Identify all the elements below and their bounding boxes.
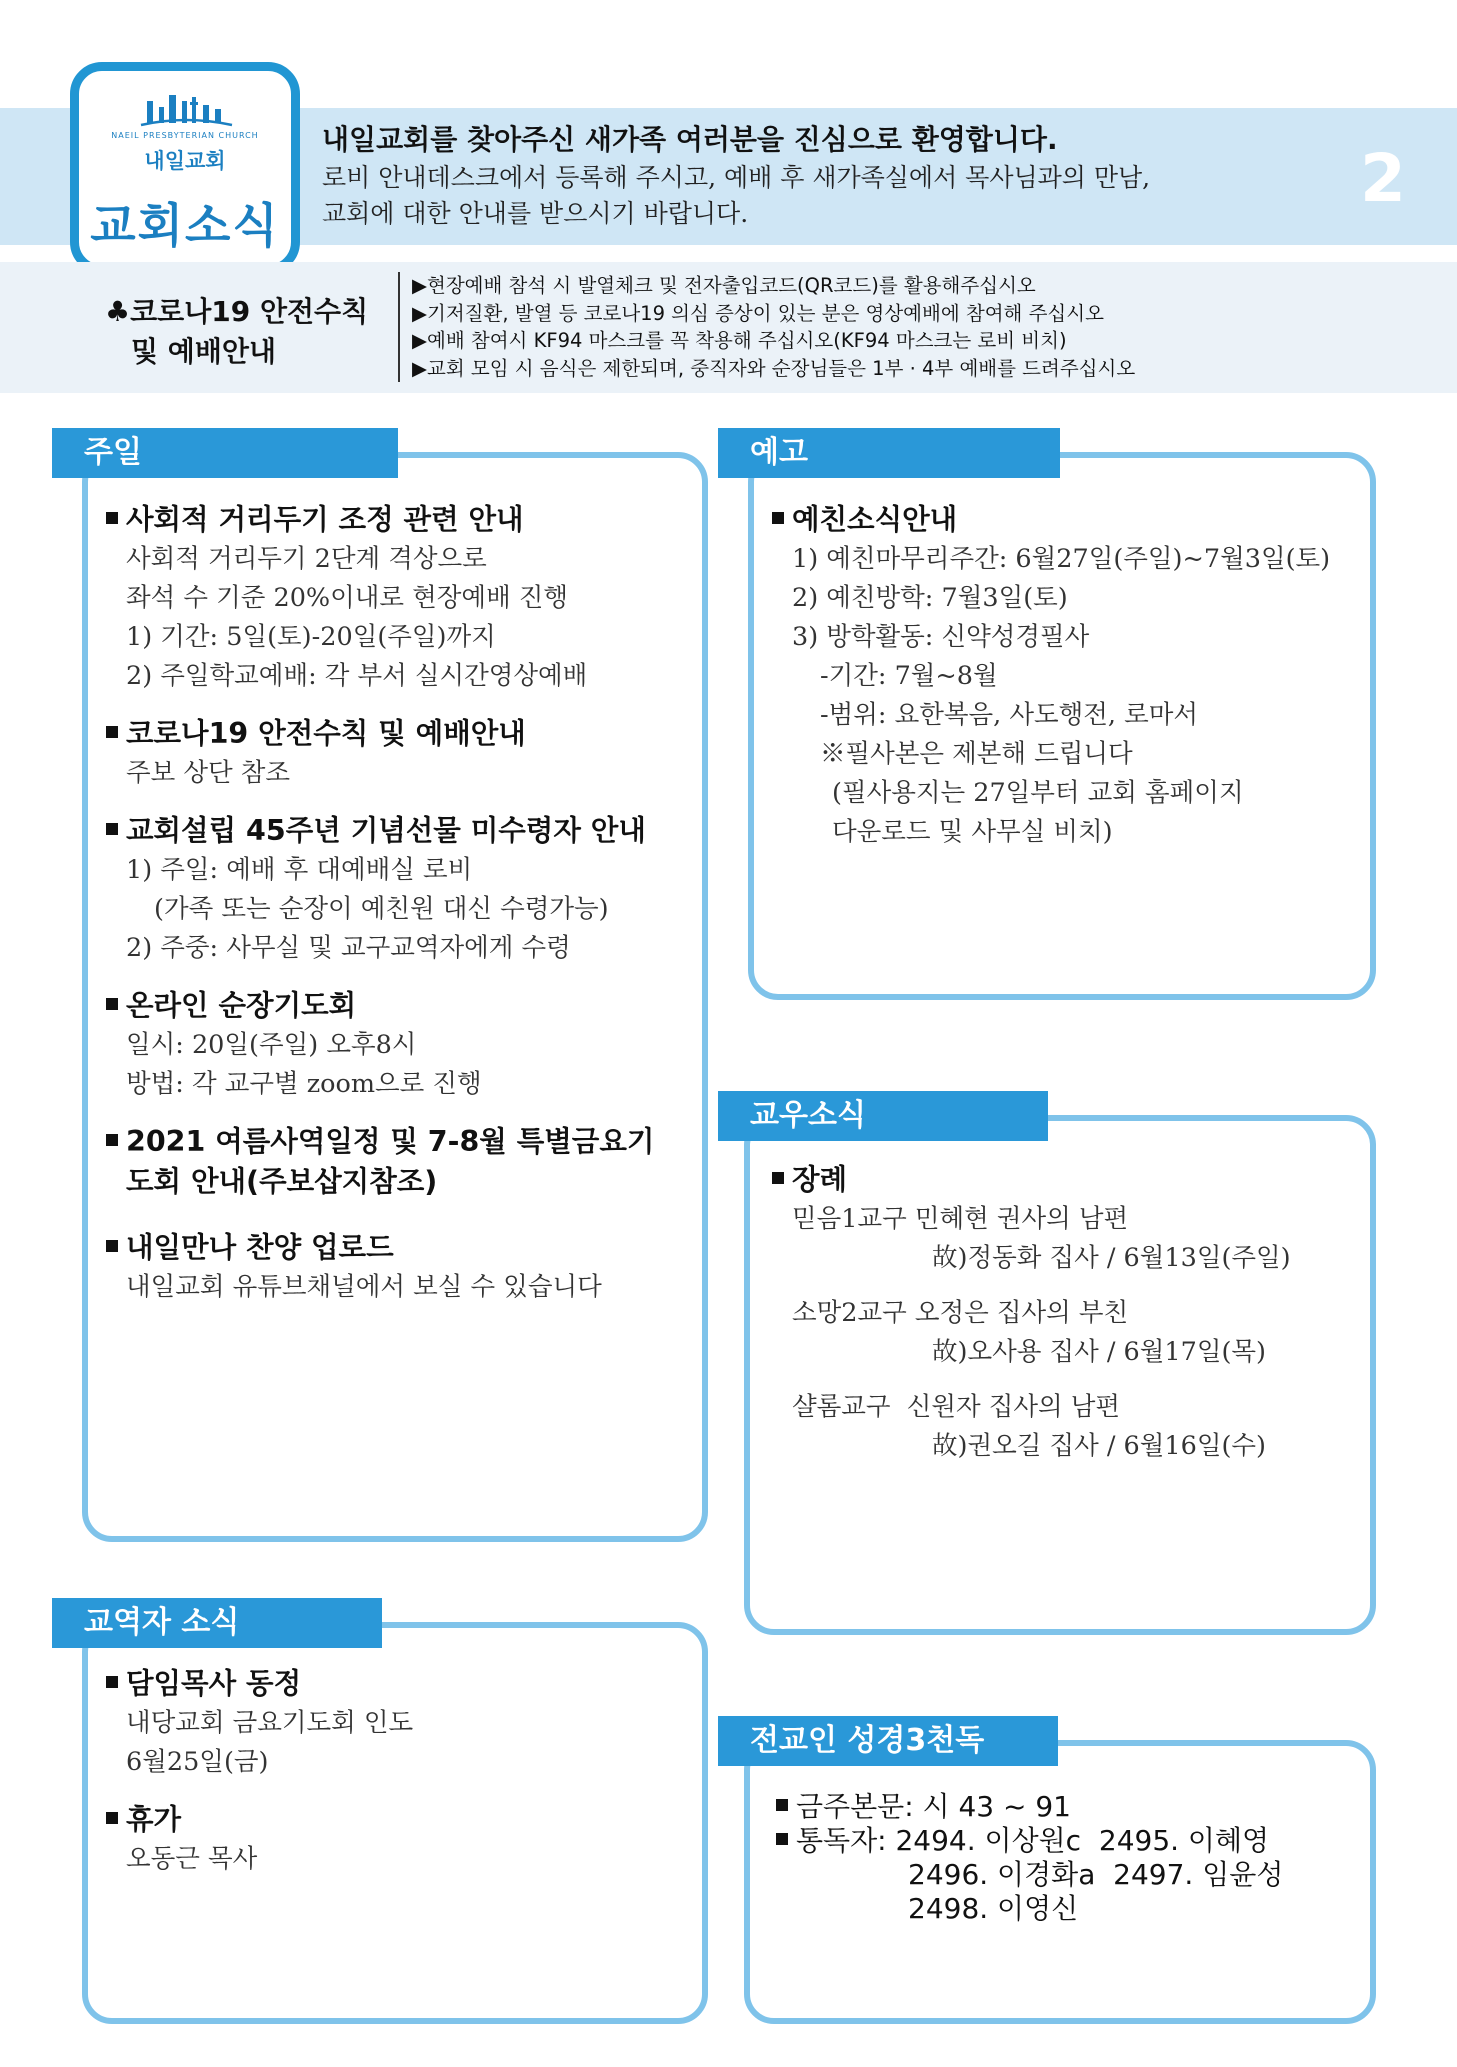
item-line: 주보 상단 참조	[126, 758, 291, 788]
covid-guideline-item: ▶교회 모임 시 음식은 제한되며, 중직자와 순장님들은 1부 · 4부 예배를 드려주십시오	[412, 356, 1136, 380]
pastors-content	[106, 1664, 706, 1897]
item-line: -기간: 7월~8월	[820, 661, 998, 691]
readers-line: 2496. 이경화a 2497. 임윤성	[908, 1858, 1284, 1891]
sunday-item	[106, 811, 706, 968]
covid-guideline-item: ▶예배 참여시 KF94 마스크를 꼭 착용해 주십시오(KF94 마스크는 로비 비치)	[412, 329, 1067, 352]
covid-title	[105, 292, 368, 372]
sunday-item	[106, 1228, 706, 1307]
logo-church-name: 내일교회	[144, 149, 226, 173]
sunday-item	[106, 986, 706, 1104]
bullet-icon	[776, 1833, 788, 1845]
item-line: 2) 예친방학: 7월3일(토)	[792, 583, 1068, 613]
item-line: 사회적 거리두기 2단계 격상으로	[126, 544, 487, 574]
funeral-entry	[772, 1388, 1372, 1466]
item-line: 2) 주일학교예배: 각 부서 실시간영상예배	[126, 661, 588, 691]
bullet-icon	[772, 512, 784, 524]
sunday-item	[106, 500, 706, 696]
item-heading: 온라인 순장기도회	[126, 989, 357, 1022]
item-heading: 예친소식안내	[792, 503, 958, 536]
bullet-icon	[776, 1799, 788, 1811]
bible-tab: 전교인 성경3천독	[718, 1716, 1058, 1766]
covid-guideline-list	[412, 272, 1135, 382]
funeral-line: 샬롬교구 신원자 집사의 남편	[792, 1392, 1121, 1422]
item-line: 1) 주일: 예배 후 대예배실 로비	[126, 855, 473, 885]
item-heading: 장례	[792, 1163, 848, 1196]
item-line: (필사용지는 27일부터 교회 홈페이지	[832, 778, 1244, 808]
welcome-line-1: 로비 안내데스크에서 등록해 주시고, 예배 후 새가족실에서 목사님과의 만남,	[322, 163, 1151, 192]
item-heading: 휴가	[126, 1803, 182, 1836]
item-heading: 2021 여름사역일정 및 7-8월 특별금요기	[126, 1125, 655, 1158]
bullet-icon	[106, 1676, 118, 1688]
bible-content	[776, 1790, 1376, 1926]
pastor-item	[106, 1800, 706, 1879]
sunday-tab: 주일	[52, 428, 398, 478]
item-heading-cont: 도회 안내(주보삽지참조)	[126, 1165, 438, 1198]
item-line: 2) 주중: 사무실 및 교구교역자에게 수령	[126, 933, 571, 963]
item-line: 6월25일(금)	[126, 1747, 269, 1777]
item-line: -범위: 요한복음, 사도행전, 로마서	[820, 700, 1198, 730]
funeral-line: 故)권오길 집사 / 6월16일(수)	[932, 1431, 1266, 1461]
item-heading: 교회설립 45주년 기념선물 미수령자 안내	[126, 814, 646, 847]
covid-guideline-item: ▶현장예배 참석 시 발열체크 및 전자출입코드(QR코드)를 활용해주십시오	[412, 274, 1036, 297]
church-logo-box	[70, 62, 300, 274]
bullet-icon	[106, 998, 118, 1010]
item-line: 다운로드 및 사무실 비치)	[832, 817, 1113, 847]
item-heading: 코로나19 안전수칙 및 예배안내	[126, 717, 526, 750]
notice-tab: 예고	[718, 428, 1060, 478]
bullet-icon	[106, 1812, 118, 1824]
item-line: 일시: 20일(주일) 오후8시	[126, 1030, 417, 1060]
funeral-line: 故)오사용 집사 / 6월17일(목)	[932, 1337, 1266, 1367]
item-line: ※필사본은 제본해 드립니다	[820, 739, 1133, 769]
item-heading: 내일만나 찬양 업로드	[126, 1231, 394, 1264]
item-line: 내당교회 금요기도회 인도	[126, 1708, 414, 1738]
bullet-icon	[106, 1134, 118, 1146]
sunday-content	[106, 500, 706, 1325]
page-number: 2	[1360, 140, 1406, 217]
funeral-line: 소망2교구 오정은 집사의 부친	[792, 1298, 1129, 1328]
welcome-title: 내일교회를 찾아주신 새가족 여러분을 진심으로 환영합니다.	[322, 123, 1058, 156]
item-line: 오동근 목사	[126, 1844, 258, 1874]
item-line: (가족 또는 순장이 예친원 대신 수령가능)	[154, 894, 609, 924]
members-tab: 교우소식	[718, 1091, 1048, 1141]
covid-guideline-item: ▶기저질환, 발열 등 코로나19 의심 증상이 있는 분은 영상예배에 참여해 주십시오	[412, 301, 1104, 325]
notice-content	[772, 500, 1372, 852]
bullet-icon	[106, 726, 118, 738]
item-line: 내일교회 유튜브채널에서 보실 수 있습니다	[126, 1272, 602, 1302]
page-title: 교회소식	[90, 199, 280, 254]
bullet-icon	[106, 1240, 118, 1252]
welcome-line-2: 교회에 대한 안내를 받으시기 바랍니다.	[322, 199, 749, 228]
funeral-entry	[772, 1200, 1372, 1278]
covid-divider	[398, 272, 400, 382]
covid-title-line-2: 및 예배안내	[131, 335, 276, 368]
pastor-item	[106, 1664, 706, 1782]
welcome-message	[322, 120, 1322, 232]
sunday-item	[106, 714, 706, 793]
item-heading: 사회적 거리두기 조정 관련 안내	[126, 503, 524, 536]
item-line: 1) 기간: 5일(토)-20일(주일)까지	[126, 622, 496, 652]
item-line: 1) 예친마무리주간: 6월27일(주일)~7월3일(토)	[792, 544, 1331, 574]
readers-line: 2498. 이영신	[908, 1892, 1079, 1925]
members-content	[772, 1160, 1372, 1466]
bullet-icon	[772, 1172, 784, 1184]
item-line: 방법: 각 교구별 zoom으로 진행	[126, 1069, 482, 1099]
funeral-entry	[772, 1294, 1372, 1372]
covid-title-line-1: ♣코로나19 안전수칙	[105, 295, 369, 328]
item-line: 3) 방학활동: 신약성경필사	[792, 622, 1090, 652]
church-skyline-icon	[139, 91, 234, 129]
item-line: 좌석 수 기준 20%이내로 현장예배 진행	[126, 583, 569, 613]
item-heading: 담임목사 동정	[126, 1667, 302, 1700]
sunday-item	[106, 1122, 706, 1202]
bullet-icon	[106, 823, 118, 835]
passage-line: 금주본문: 시 43 ~ 91	[796, 1790, 1071, 1823]
funeral-line: 故)정동화 집사 / 6월13일(주일)	[932, 1243, 1291, 1273]
bullet-icon	[106, 512, 118, 524]
readers-line: 통독자: 2494. 이상원c 2495. 이혜영	[796, 1824, 1270, 1857]
pastors-tab: 교역자 소식	[52, 1598, 382, 1648]
funeral-line: 믿음1교구 민혜현 권사의 남편	[792, 1204, 1129, 1234]
logo-english-text: NAEIL PRESBYTERIAN CHURCH	[111, 131, 259, 140]
